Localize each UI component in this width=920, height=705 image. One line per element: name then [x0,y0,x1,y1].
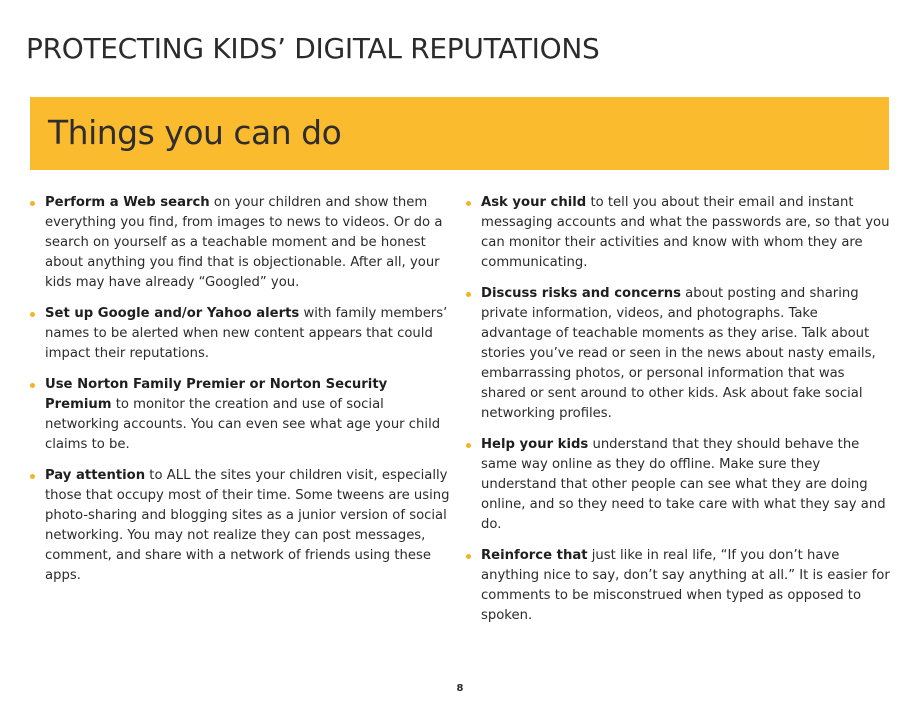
list-item [466,435,891,535]
tip-text: understand that they should behave the same way online as they do offline. Make sure they understand that other people can see what they are doing online, and so they need to take care with what they say and do. [481,437,886,532]
tip-text: about posting and sharing private information, videos, and photographs. Take advantage of teachable moments as they arise. Talk about stories you’ve read or seen in the news about nasty emails, embarrassing photos, or personal information that was shared or sent around to other kids. Ask about fake social networking profiles. [481,286,876,421]
tip-text: to monitor the creation and use of social networking accounts. You can even see what age your child claims to be. [45,397,441,452]
page-number: 8 [456,683,464,694]
bullet-icon [466,443,471,448]
tip-heading: Discuss risks and concerns [481,286,681,301]
list-item [30,193,450,293]
section-title: Things you can do [48,113,342,152]
list-item [30,304,450,364]
tip-heading: Use Norton Family Premier or Norton Security Premium [45,377,388,412]
list-item [466,193,891,273]
section-banner [30,97,889,170]
list-item [30,375,450,455]
bullet-icon [30,383,35,388]
tip-heading: Help your kids [481,437,589,452]
tip-text: with family members’ names to be alerted when new content appears that could impact their reputations. [45,306,448,361]
bullet-icon [30,474,35,479]
tip-heading: Reinforce that [481,548,588,563]
list-item [30,466,450,586]
tip-text: just like in real life, “If you don’t have anything nice to say, don’t say anything at all.” It is easier for comments to be misconstrued when typed as opposed to spoken. [481,548,890,623]
bullet-icon [466,201,471,206]
bullet-icon [466,292,471,297]
tip-text: on your children and show them everything you find, from images to news to videos. Or do a search on yourself as a teachable moment and be honest about anything you find that is objectionable. After all, your kids may have already “Googled” you. [45,195,443,290]
bullet-icon [466,554,471,559]
tip-heading: Set up Google and/or Yahoo alerts [45,306,300,321]
tip-heading: Perform a Web search [45,195,210,210]
tips-list-right [466,193,891,637]
tip-text: to ALL the sites your children visit, especially those that occupy most of their time. Some tweens are using photo-sharing and blogging sites as a junior version of social networking. You may not realize they can post messages, comment, and share with a network of friends using these apps. [45,468,450,583]
list-item [466,284,891,424]
tips-list-left [30,193,450,597]
page-title: PROTECTING KIDS’ DIGITAL REPUTATIONS [26,32,600,65]
list-item [466,546,891,626]
bullet-icon [30,201,35,206]
tip-heading: Pay attention [45,468,146,483]
tip-heading: Ask your child [481,195,587,210]
tip-text: to tell you about their email and instant messaging accounts and what the passwords are, so that you can monitor their activities and know with whom they are communicating. [481,195,890,270]
bullet-icon [30,312,35,317]
